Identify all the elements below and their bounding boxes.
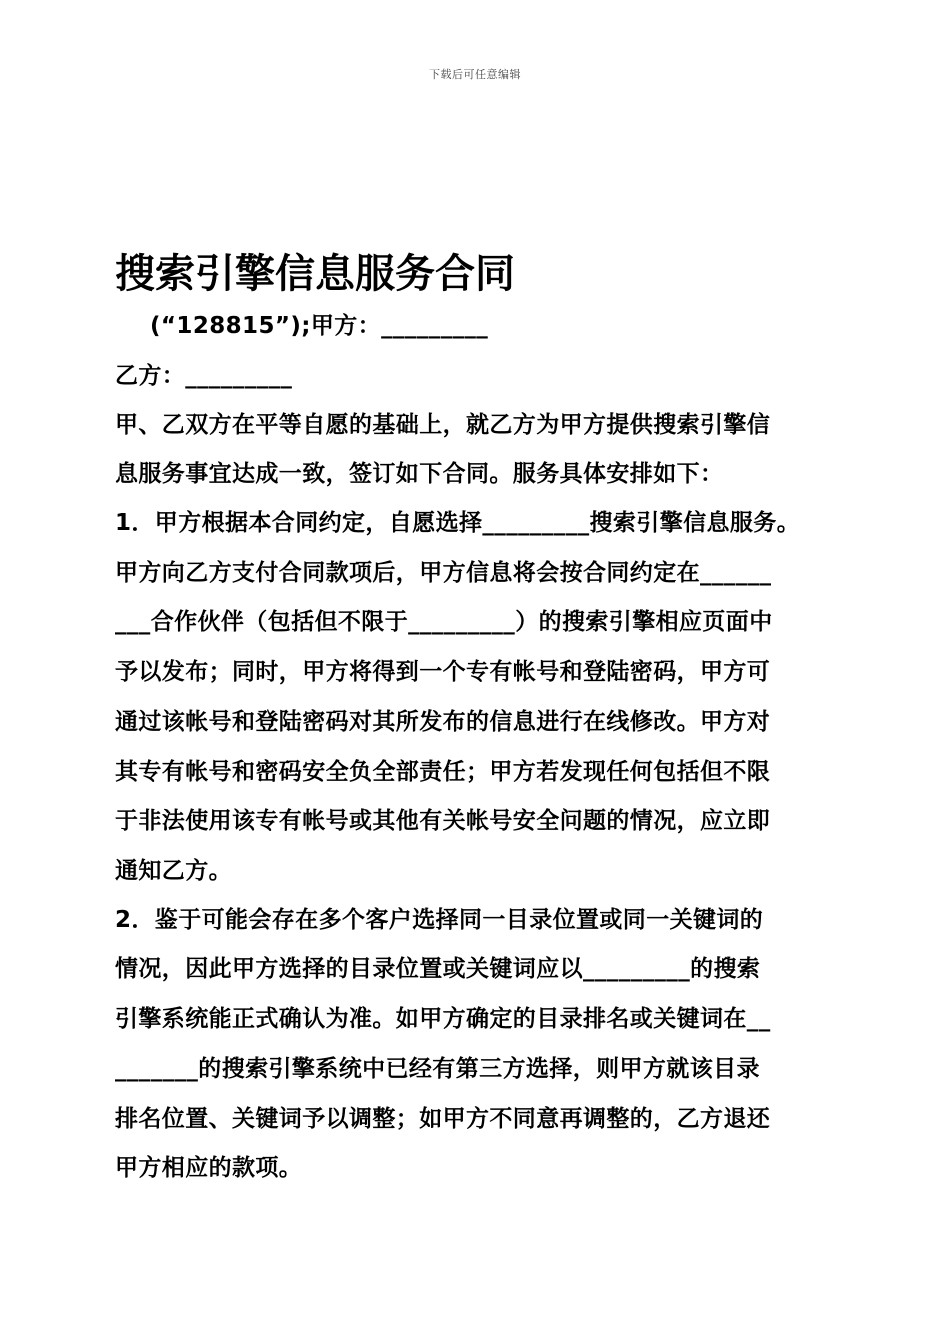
clause-1-line: 通过该帐号和登陆密码对其所发布的信息进行在线修改。甲方对 <box>115 709 771 735</box>
clause-1-line: 于非法使用该专有帐号或其他有关帐号安全问题的情况，应立即 <box>115 808 771 834</box>
clause-1-line: 1．甲方根据本合同约定，自愿选择_________搜索引擎信息服务。 <box>115 510 801 536</box>
clause-1-line: 予以发布；同时，甲方将得到一个专有帐号和登陆密码，甲方可 <box>115 659 771 685</box>
clause-2-line: 情况，因此甲方选择的目录位置或关键词应以_________的搜索 <box>115 956 761 982</box>
clause-1-line: 通知乙方。 <box>115 858 232 884</box>
header-note: 下载后可任意编辑 <box>429 68 521 81</box>
document-title: 搜索引擎信息服务合同 <box>115 251 515 297</box>
clause-2-line: 引擎系统能正式确认为准。如甲方确定的目录排名或关键词在__ <box>115 1006 771 1032</box>
clause-2-line: 甲方相应的款项。 <box>115 1155 303 1181</box>
body-line: 甲、乙双方在平等自愿的基础上，就乙方为甲方提供搜索引擎信 <box>115 412 771 438</box>
clause-2-line: _______的搜索引擎系统中已经有第三方选择，则甲方就该目录 <box>115 1056 760 1082</box>
clause-1-line: ___合作伙伴（包括但不限于_________）的搜索引擎相应页面中 <box>115 609 773 635</box>
clause-1-line: 其专有帐号和密码安全负全部责任；甲方若发现任何包括但不限 <box>115 759 771 785</box>
body-line: 息服务事宜达成一致，签订如下合同。服务具体安排如下： <box>115 461 724 487</box>
clause-2-line: 排名位置、关键词予以调整；如甲方不同意再调整的，乙方退还 <box>115 1106 771 1132</box>
clause-2-line: 2．鉴于可能会存在多个客户选择同一目录位置或同一关键词的 <box>115 907 764 933</box>
clause-1-line: 甲方向乙方支付合同款项后，甲方信息将会按合同约定在______ <box>115 560 772 586</box>
party-b-line: 乙方：_________ <box>115 363 293 389</box>
contract-number-party-a: (“128815”);甲方：_________ <box>150 313 489 339</box>
